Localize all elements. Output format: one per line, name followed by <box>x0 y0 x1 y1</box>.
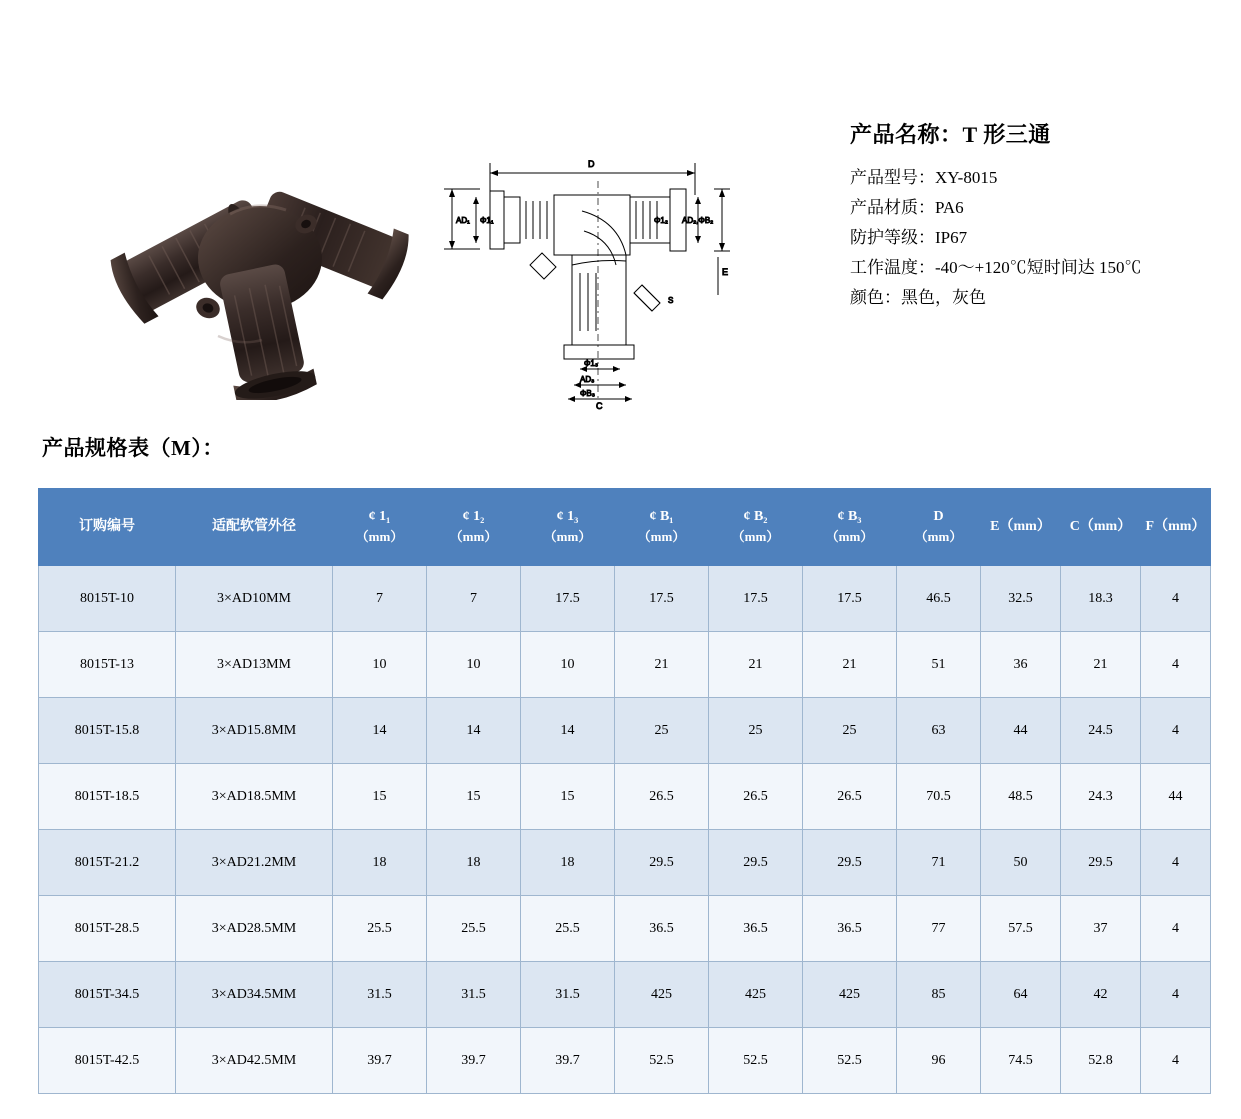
cell-b1: 26.5 <box>615 764 709 830</box>
svg-text:Φ1₃: Φ1₃ <box>584 359 599 368</box>
col-header-c: C（mm） <box>1061 489 1141 566</box>
col-header-order-number: 订购编号 <box>39 489 176 566</box>
cell-b2: 425 <box>709 962 803 1028</box>
cell-b3: 52.5 <box>803 1028 897 1094</box>
svg-text:AD₁: AD₁ <box>456 216 470 225</box>
cell-order-number: 8015T-34.5 <box>39 962 176 1028</box>
cell-phi1-3: 39.7 <box>521 1028 615 1094</box>
cell-c: 24.3 <box>1061 764 1141 830</box>
cell-phi1-3: 18 <box>521 830 615 896</box>
cell-phi1-3: 31.5 <box>521 962 615 1028</box>
cell-phi1-2: 15 <box>427 764 521 830</box>
cell-c: 21 <box>1061 632 1141 698</box>
cell-b2: 17.5 <box>709 566 803 632</box>
table-row <box>39 632 1211 698</box>
cell-b1: 425 <box>615 962 709 1028</box>
col-header-b2: ¢ B₂ （mm） <box>709 489 803 566</box>
cell-phi1-2: 39.7 <box>427 1028 521 1094</box>
table-row <box>39 764 1211 830</box>
table-row <box>39 566 1211 632</box>
cell-c: 29.5 <box>1061 830 1141 896</box>
technical-drawing-image <box>430 145 740 410</box>
cell-d: 85 <box>897 962 981 1028</box>
spec-table <box>38 488 1211 1094</box>
cell-b3: 25 <box>803 698 897 764</box>
cell-f: 4 <box>1141 962 1211 1028</box>
table-row <box>39 830 1211 896</box>
product-protection-level: 防护等级：IP67 <box>850 228 968 247</box>
product-color: 颜色：黑色，灰色 <box>850 288 986 307</box>
cell-f: 4 <box>1141 698 1211 764</box>
cell-hose-od: 3×AD13MM <box>176 632 333 698</box>
table-row <box>39 962 1211 1028</box>
cell-order-number: 8015T-10 <box>39 566 176 632</box>
product-temperature-range: 工作温度：-40～+120℃短时间达 150℃ <box>850 258 1142 277</box>
cell-phi1-2: 10 <box>427 632 521 698</box>
cell-f: 4 <box>1141 1028 1211 1094</box>
cell-f: 44 <box>1141 764 1211 830</box>
cell-phi1-1: 7 <box>333 566 427 632</box>
cell-phi1-1: 18 <box>333 830 427 896</box>
col-header-hose-od: 适配软管外径 <box>176 489 333 566</box>
product-title: 产品名称：T 形三通 <box>850 122 1051 147</box>
cell-hose-od: 3×AD28.5MM <box>176 896 333 962</box>
cell-order-number: 8015T-15.8 <box>39 698 176 764</box>
col-header-f: F（mm） <box>1141 489 1211 566</box>
cell-e: 48.5 <box>981 764 1061 830</box>
cell-hose-od: 3×AD18.5MM <box>176 764 333 830</box>
col-header-b1: ¢ B₁ （mm） <box>615 489 709 566</box>
cell-b2: 26.5 <box>709 764 803 830</box>
cell-c: 42 <box>1061 962 1141 1028</box>
cell-phi1-3: 15 <box>521 764 615 830</box>
cell-phi1-1: 39.7 <box>333 1028 427 1094</box>
cell-b1: 52.5 <box>615 1028 709 1094</box>
cell-phi1-1: 14 <box>333 698 427 764</box>
cell-f: 4 <box>1141 632 1211 698</box>
cell-c: 52.8 <box>1061 1028 1141 1094</box>
cell-e: 32.5 <box>981 566 1061 632</box>
cell-f: 4 <box>1141 896 1211 962</box>
cell-b3: 36.5 <box>803 896 897 962</box>
cell-phi1-3: 10 <box>521 632 615 698</box>
cell-phi1-2: 14 <box>427 698 521 764</box>
cell-order-number: 8015T-13 <box>39 632 176 698</box>
cell-d: 63 <box>897 698 981 764</box>
cell-order-number: 8015T-21.2 <box>39 830 176 896</box>
cell-phi1-3: 25.5 <box>521 896 615 962</box>
cell-b1: 17.5 <box>615 566 709 632</box>
cell-phi1-1: 10 <box>333 632 427 698</box>
svg-text:S: S <box>668 296 674 305</box>
cell-d: 70.5 <box>897 764 981 830</box>
svg-text:ΦB₃: ΦB₃ <box>580 389 595 398</box>
cell-c: 37 <box>1061 896 1141 962</box>
cell-b2: 36.5 <box>709 896 803 962</box>
cell-e: 64 <box>981 962 1061 1028</box>
svg-text:Φ1₂: Φ1₂ <box>654 216 668 225</box>
cell-phi1-2: 18 <box>427 830 521 896</box>
cell-b2: 52.5 <box>709 1028 803 1094</box>
cell-order-number: 8015T-18.5 <box>39 764 176 830</box>
cell-phi1-1: 31.5 <box>333 962 427 1028</box>
col-header-d: D （mm） <box>897 489 981 566</box>
product-photo-image <box>110 140 410 400</box>
cell-b3: 17.5 <box>803 566 897 632</box>
cell-b2: 21 <box>709 632 803 698</box>
cell-phi1-2: 7 <box>427 566 521 632</box>
cell-hose-od: 3×AD42.5MM <box>176 1028 333 1094</box>
cell-d: 71 <box>897 830 981 896</box>
col-header-phi1-3: ¢ 1₃ （mm） <box>521 489 615 566</box>
product-info <box>850 118 1220 313</box>
cell-hose-od: 3×AD34.5MM <box>176 962 333 1028</box>
cell-b2: 29.5 <box>709 830 803 896</box>
col-header-e: E（mm） <box>981 489 1061 566</box>
cell-c: 24.5 <box>1061 698 1141 764</box>
cell-hose-od: 3×AD15.8MM <box>176 698 333 764</box>
cell-b1: 29.5 <box>615 830 709 896</box>
cell-b3: 425 <box>803 962 897 1028</box>
table-row <box>39 1028 1211 1094</box>
cell-e: 36 <box>981 632 1061 698</box>
cell-b3: 21 <box>803 632 897 698</box>
cell-b2: 25 <box>709 698 803 764</box>
cell-e: 44 <box>981 698 1061 764</box>
svg-text:D: D <box>588 159 595 169</box>
product-model: 产品型号：XY-8015 <box>850 168 998 187</box>
cell-f: 4 <box>1141 830 1211 896</box>
svg-text:AD₂,ΦB₂: AD₂,ΦB₂ <box>682 216 714 225</box>
cell-b3: 26.5 <box>803 764 897 830</box>
cell-order-number: 8015T-42.5 <box>39 1028 176 1094</box>
svg-text:E: E <box>722 267 729 277</box>
cell-b1: 36.5 <box>615 896 709 962</box>
cell-hose-od: 3×AD10MM <box>176 566 333 632</box>
table-body <box>39 566 1211 1094</box>
cell-order-number: 8015T-28.5 <box>39 896 176 962</box>
product-material: 产品材质：PA6 <box>850 198 964 217</box>
cell-d: 96 <box>897 1028 981 1094</box>
cell-b3: 29.5 <box>803 830 897 896</box>
cell-c: 18.3 <box>1061 566 1141 632</box>
cell-e: 50 <box>981 830 1061 896</box>
cell-e: 74.5 <box>981 1028 1061 1094</box>
cell-d: 51 <box>897 632 981 698</box>
cell-phi1-2: 25.5 <box>427 896 521 962</box>
cell-d: 77 <box>897 896 981 962</box>
col-header-phi1-2: ¢ 1₂ （mm） <box>427 489 521 566</box>
table-row <box>39 896 1211 962</box>
col-header-b3: ¢ B₃ （mm） <box>803 489 897 566</box>
cell-phi1-1: 15 <box>333 764 427 830</box>
table-header-row <box>39 489 1211 566</box>
cell-b1: 25 <box>615 698 709 764</box>
product-photo <box>110 140 410 400</box>
cell-hose-od: 3×AD21.2MM <box>176 830 333 896</box>
svg-text:AD₃: AD₃ <box>580 375 595 384</box>
cell-phi1-1: 25.5 <box>333 896 427 962</box>
product-overview <box>0 0 1241 430</box>
cell-b1: 21 <box>615 632 709 698</box>
technical-drawing <box>430 145 740 410</box>
table-row <box>39 698 1211 764</box>
svg-text:C: C <box>596 401 603 410</box>
cell-phi1-3: 14 <box>521 698 615 764</box>
svg-text:Φ1₁: Φ1₁ <box>480 216 494 225</box>
col-header-phi1-1: ¢ 1₁ （mm） <box>333 489 427 566</box>
cell-phi1-3: 17.5 <box>521 566 615 632</box>
cell-phi1-2: 31.5 <box>427 962 521 1028</box>
cell-d: 46.5 <box>897 566 981 632</box>
cell-f: 4 <box>1141 566 1211 632</box>
spec-table-heading: 产品规格表（M）： <box>42 436 224 460</box>
cell-e: 57.5 <box>981 896 1061 962</box>
